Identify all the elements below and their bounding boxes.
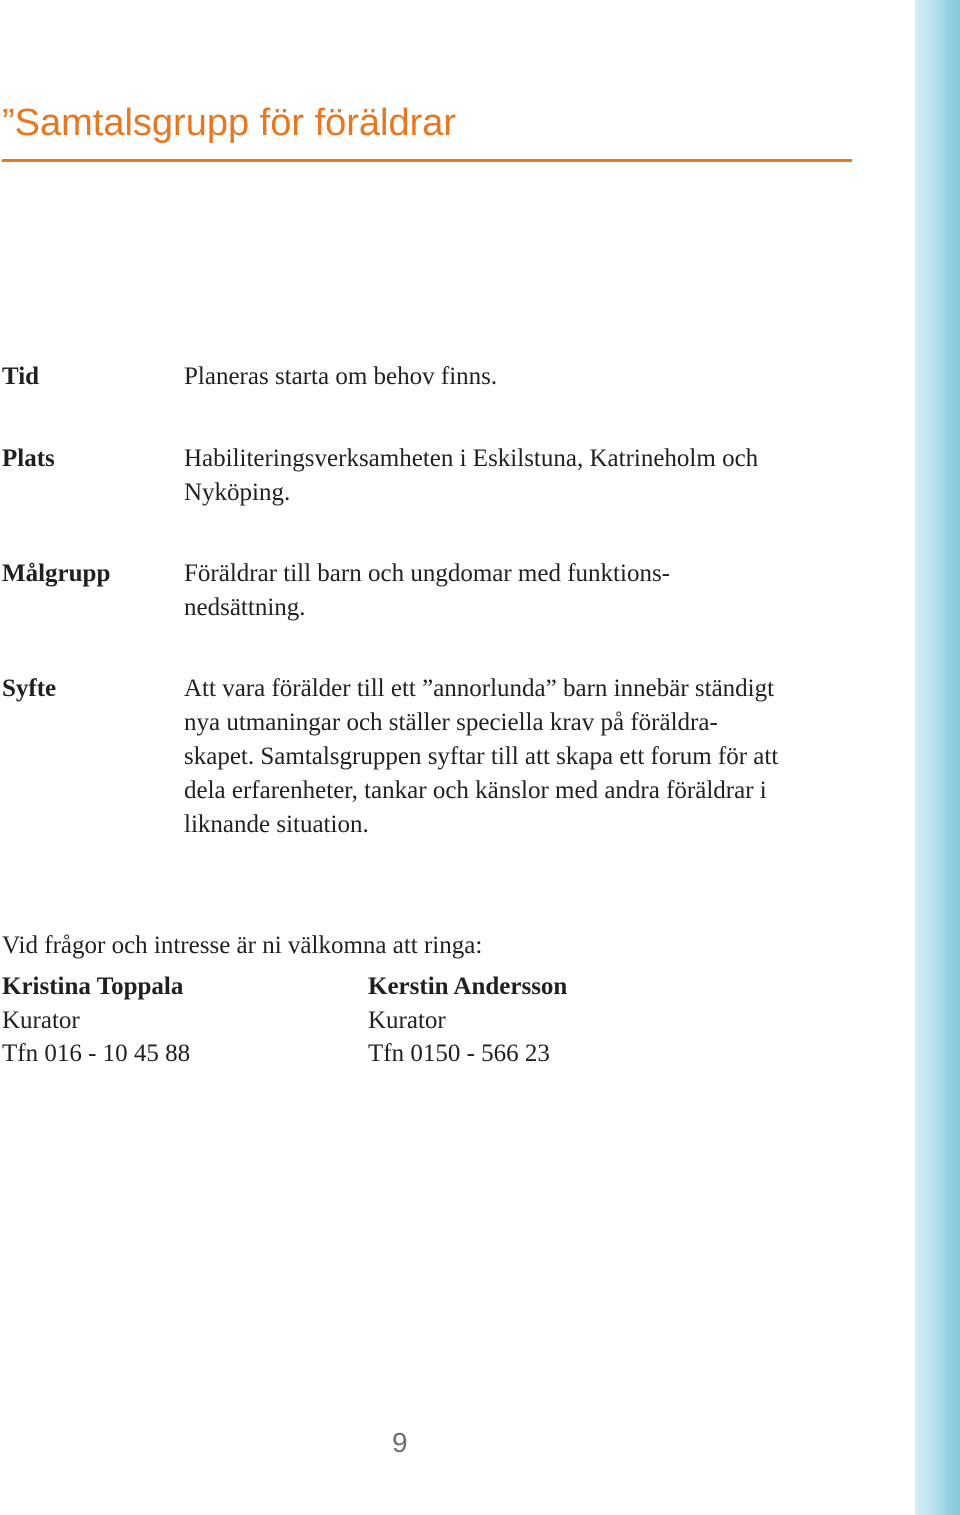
detail-value xyxy=(184,360,864,394)
side-color-band xyxy=(915,0,960,1515)
contact-role: Kurator xyxy=(368,1006,446,1034)
detail-label: Syfte xyxy=(2,675,57,702)
contact-card xyxy=(2,970,190,1071)
detail-value-line: skapet. Samtalsgruppen syftar till att skapa ett forum för att xyxy=(184,743,779,770)
detail-value-line: nedsättning. xyxy=(184,594,306,621)
detail-value-line: Habiliteringsverksamheten i Eskilstuna, Katrineholm och xyxy=(184,445,759,472)
detail-label: Tid xyxy=(2,363,40,390)
detail-value xyxy=(184,672,864,842)
contact-phone: Tfn 0150 - 566 23 xyxy=(368,1040,550,1067)
contact-name: Kerstin Andersson xyxy=(368,973,568,1000)
detail-value xyxy=(184,557,864,625)
contact-card xyxy=(368,970,567,1071)
contact-role: Kurator xyxy=(2,1006,80,1034)
contact-intro: Vid frågor och intresse är ni välkomna att ringa: xyxy=(2,932,483,959)
detail-label: Målgrupp xyxy=(2,560,111,587)
detail-value-line: Planeras starta om behov finns. xyxy=(184,363,498,390)
page-title: ”Samtalsgrupp för föräldrar xyxy=(2,102,457,144)
contact-phone: Tfn 016 - 10 45 88 xyxy=(2,1040,191,1067)
detail-value-line: Föräldrar till barn och ungdomar med funktions- xyxy=(184,560,670,587)
contact-name: Kristina Toppala xyxy=(2,973,184,1000)
detail-value-line: liknande situation. xyxy=(184,811,369,838)
page-number: 9 xyxy=(392,1427,408,1458)
detail-value-line: nya utmaningar och ställer speciella krav på föräldra- xyxy=(184,709,718,736)
detail-value-line: dela erfarenheter, tankar och känslor med andra föräldrar i xyxy=(184,777,767,804)
detail-value-line: Att vara förälder till ett ”annorlunda” barn innebär ständigt xyxy=(184,675,775,702)
detail-value-line: Nyköping. xyxy=(184,479,291,506)
detail-value xyxy=(184,442,864,510)
detail-label: Plats xyxy=(2,445,55,472)
title-divider xyxy=(2,159,852,162)
